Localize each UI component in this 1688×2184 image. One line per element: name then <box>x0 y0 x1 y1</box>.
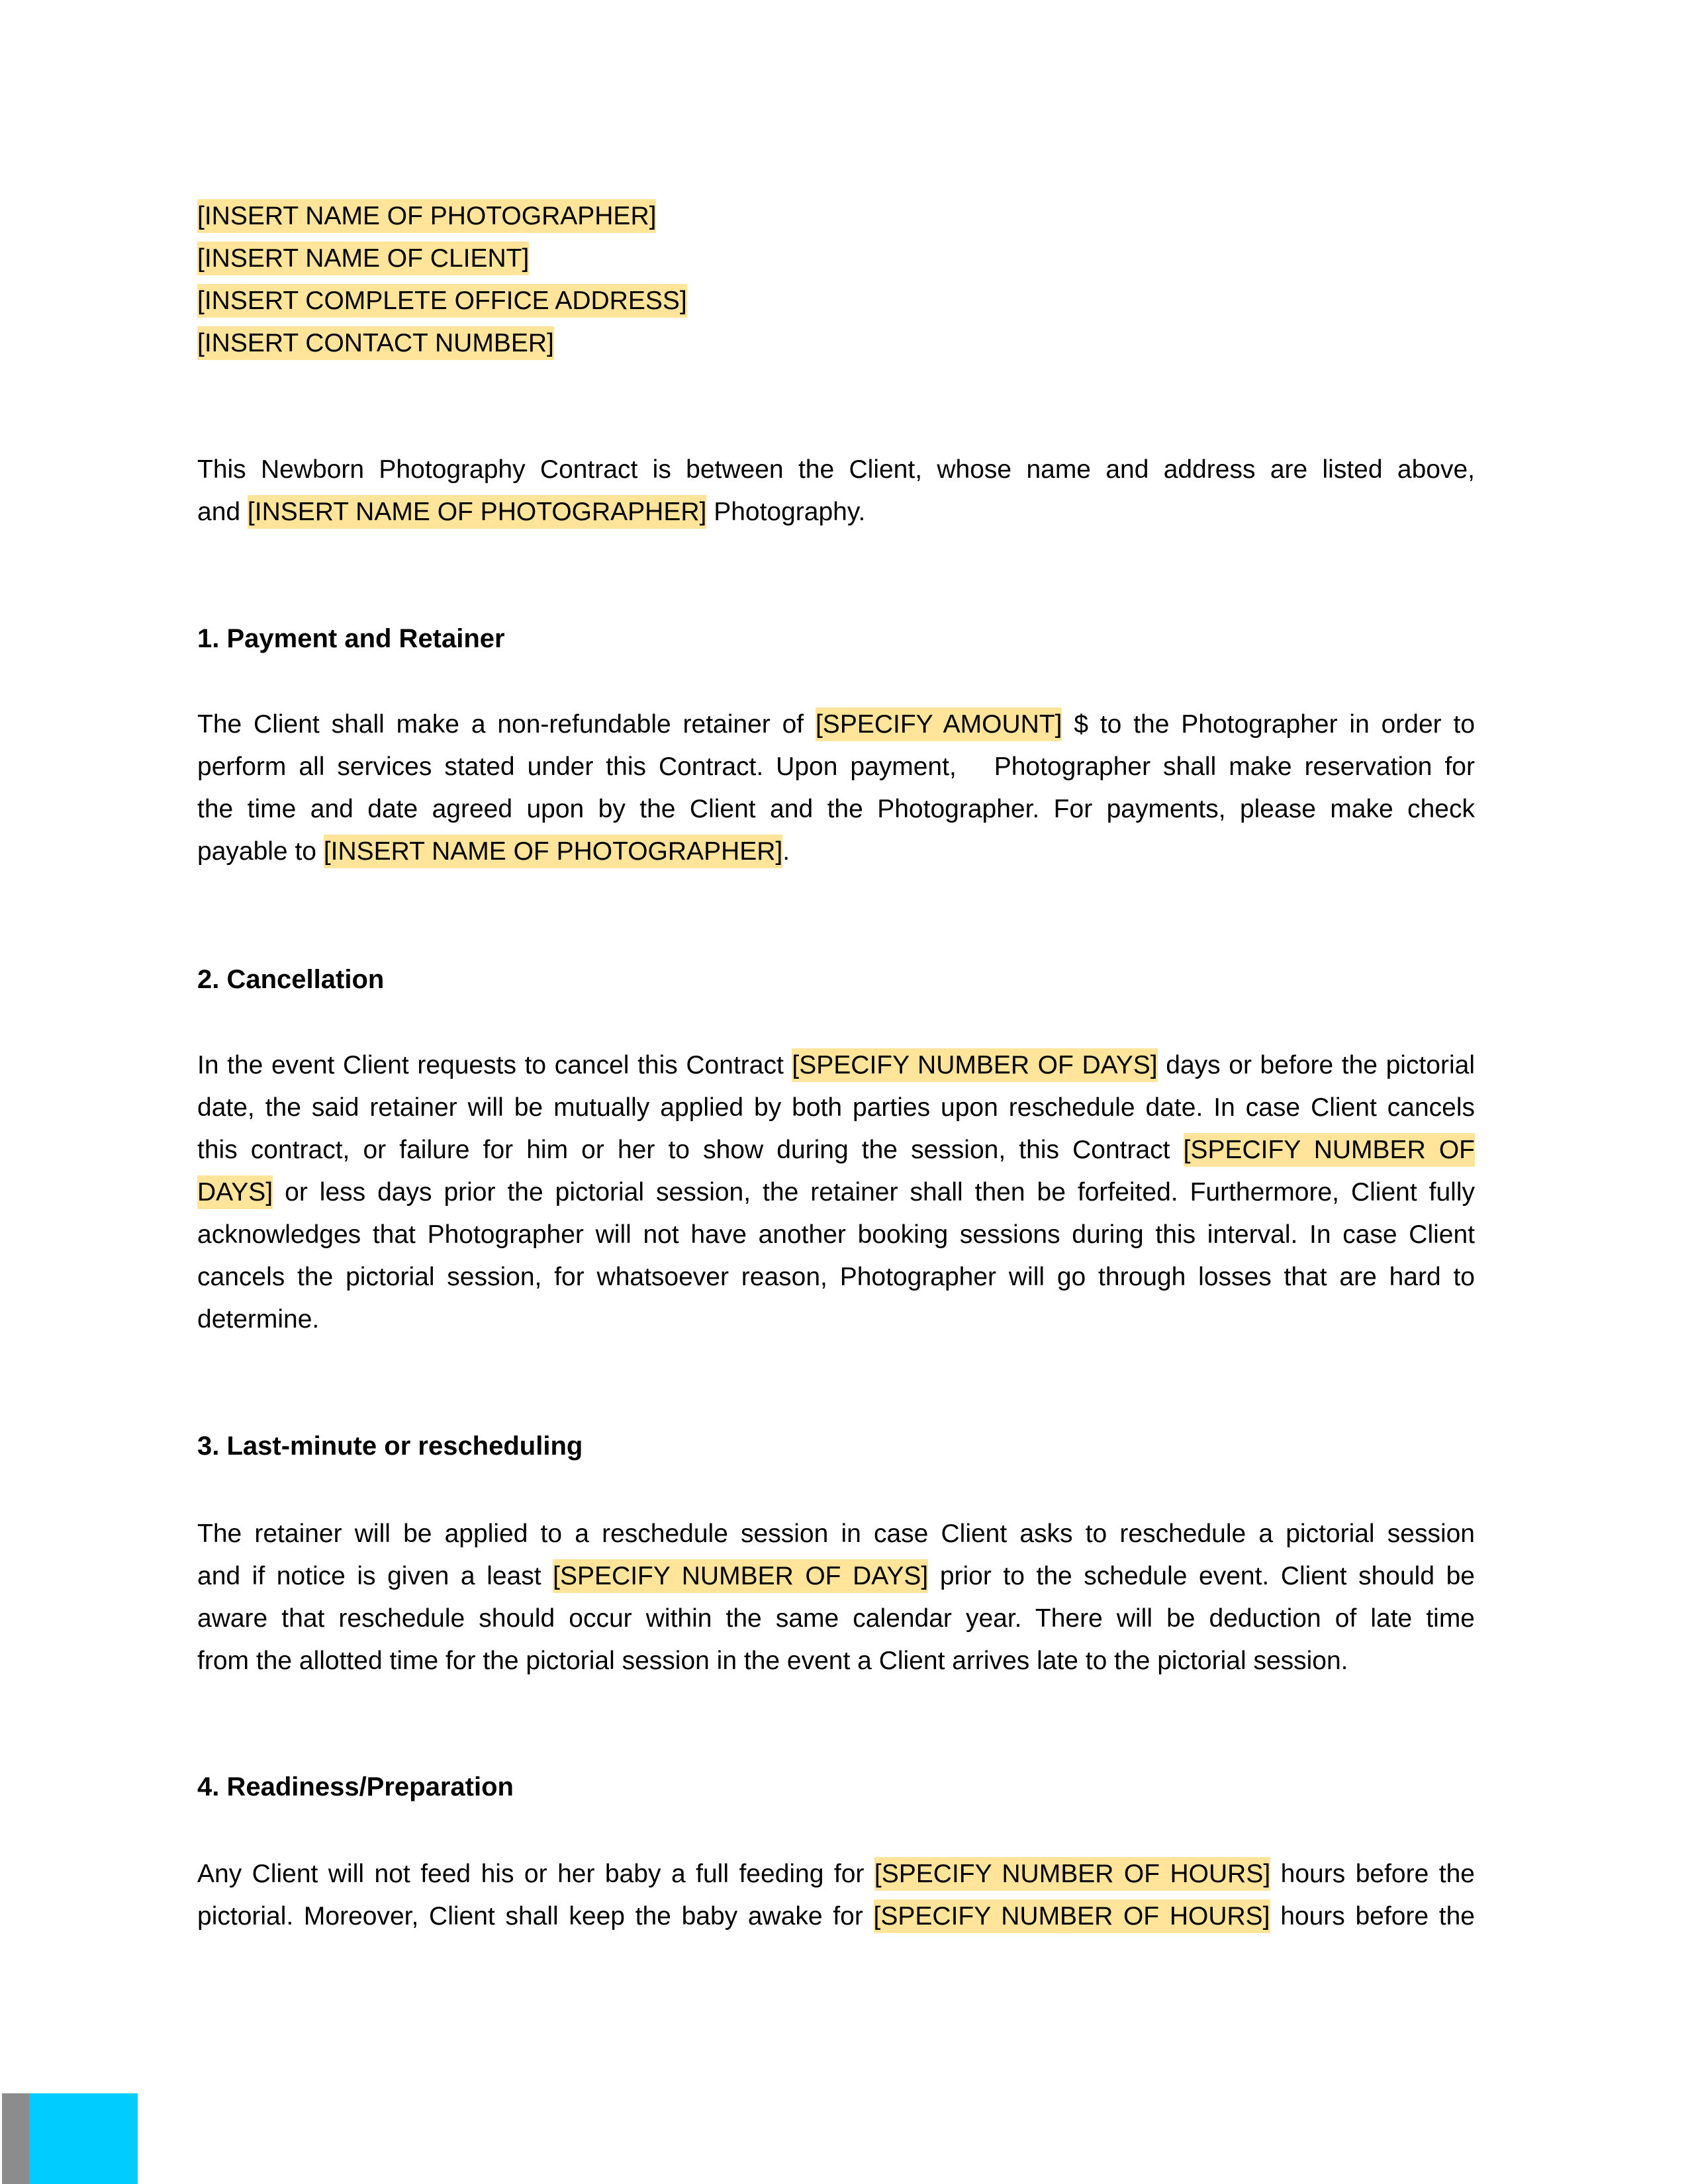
section-4-body <box>197 1853 1475 1938</box>
text-run: The retainer will be applied to a reschedule session in case Client asks to reschedule a pictorial session <box>197 1520 1475 1548</box>
text-run: payable to <box>197 837 324 866</box>
text-run: from the allotted time for the pictorial session in the event a Client arrives late to the pictorial session. <box>197 1647 1348 1675</box>
text-run: Any Client will not feed his or her baby a full feeding for <box>197 1860 874 1888</box>
header-field-client <box>197 238 1475 280</box>
paragraph-line <box>197 1513 1475 1555</box>
paragraph-line <box>197 746 1475 788</box>
paragraph-line <box>197 1087 1475 1129</box>
section-heading: 2. Cancellation <box>197 965 385 994</box>
header-field-address <box>197 280 1475 322</box>
placeholder-photographer-name: [INSERT NAME OF PHOTOGRAPHER] <box>324 835 782 868</box>
text-run: cancels the pictorial session, for whatsoever reason, Photographer will go through losses that are hard to <box>197 1263 1475 1291</box>
text-run: the time and date agreed upon by the Client and the Photographer. For payments, please make check <box>197 795 1475 823</box>
text-run: aware that reschedule should occur within the same calendar year. There will be deduction of late time <box>197 1604 1475 1633</box>
text-run: and if notice is given a least <box>197 1562 553 1590</box>
section-payment-retainer <box>197 617 1475 660</box>
section-cancellation <box>197 958 1475 1001</box>
footer-cyan-block <box>29 2093 138 2184</box>
paragraph-line <box>197 831 1475 873</box>
placeholder-days: [SPECIFY NUMBER OF <box>1184 1133 1475 1167</box>
section-1-body <box>197 704 1475 873</box>
paragraph-line <box>197 1214 1475 1256</box>
paragraph-line <box>197 1598 1475 1640</box>
placeholder-hours: [SPECIFY NUMBER OF HOURS] <box>874 1857 1270 1891</box>
text-run: In the event Client requests to cancel this Contract <box>197 1051 792 1079</box>
section-3-body <box>197 1513 1475 1682</box>
paragraph-line <box>197 1256 1475 1298</box>
text-run: This Newborn Photography Contract is between the Client, whose name and address are listed above, <box>197 455 1475 484</box>
paragraph-line <box>197 1640 1475 1682</box>
section-rescheduling <box>197 1425 1475 1467</box>
paragraph-line <box>197 1853 1475 1895</box>
placeholder-photographer-name: [INSERT NAME OF PHOTOGRAPHER] <box>248 495 706 529</box>
text-run: [INSERT NAME OF CLIENT] <box>197 242 529 275</box>
placeholder-hours: [SPECIFY NUMBER OF HOURS] <box>874 1899 1270 1933</box>
paragraph-line <box>197 788 1475 831</box>
text-run: [INSERT CONTACT NUMBER] <box>197 326 554 360</box>
intro-line-1 <box>197 449 1475 491</box>
text-run: this contract, or failure for him or her to show during the session, this Contract <box>197 1136 1184 1164</box>
text-run: determine. <box>197 1305 320 1334</box>
text-run: pictorial. Moreover, Client shall keep the baby awake for <box>197 1902 874 1931</box>
placeholder-days: [SPECIFY NUMBER OF DAYS] <box>792 1048 1157 1082</box>
paragraph-line <box>197 1129 1475 1171</box>
text-run: prior to the schedule event. Client should be <box>928 1562 1475 1590</box>
text-run: $ to the Photographer in order to <box>1062 710 1476 739</box>
section-heading: 4. Readiness/Preparation <box>197 1772 514 1801</box>
text-run: Photography. <box>706 498 866 526</box>
placeholder-amount: [SPECIFY AMOUNT] <box>816 707 1062 741</box>
section-readiness <box>197 1766 1475 1808</box>
text-run: days or before the pictorial <box>1157 1051 1475 1079</box>
header-fields <box>197 195 1475 365</box>
text-run: or less days prior the pictorial session, the retainer shall then be forfeited. Furthermore, Client fully <box>273 1178 1475 1206</box>
paragraph-line <box>197 1171 1475 1214</box>
placeholder-days-cont: DAYS] <box>197 1175 273 1209</box>
paragraph-line <box>197 1555 1475 1598</box>
paragraph-line <box>197 1298 1475 1341</box>
placeholder-days: [SPECIFY NUMBER OF DAYS] <box>553 1559 928 1593</box>
text-run: perform all services stated under this Contract. Upon payment, Photographer shall make reservation for <box>197 752 1475 781</box>
header-field-contact <box>197 322 1475 365</box>
intro-paragraph <box>197 449 1475 533</box>
section-2-body <box>197 1044 1475 1341</box>
text-run: The Client shall make a non-refundable retainer of <box>197 710 816 739</box>
text-run: hours before the <box>1270 1902 1475 1931</box>
paragraph-line <box>197 1895 1475 1938</box>
section-heading: 1. Payment and Retainer <box>197 624 505 653</box>
paragraph-line <box>197 1044 1475 1087</box>
text-run: . <box>782 837 790 866</box>
header-field-photographer <box>197 195 1475 238</box>
intro-line-2 <box>197 491 1475 533</box>
text-run: date, the said retainer will be mutually applied by both parties upon reschedule date. In case Client cancels <box>197 1093 1475 1122</box>
section-heading: 3. Last-minute or rescheduling <box>197 1432 583 1461</box>
text-run: hours before the <box>1270 1860 1475 1888</box>
paragraph-line <box>197 704 1475 746</box>
text-run: [INSERT NAME OF PHOTOGRAPHER] <box>197 199 656 233</box>
text-run: acknowledges that Photographer will not have another booking sessions during this interval. In case Client <box>197 1220 1475 1249</box>
footer-gray-bar <box>2 2093 29 2184</box>
text-run: [INSERT COMPLETE OFFICE ADDRESS] <box>197 284 687 318</box>
text-run: and <box>197 498 248 526</box>
